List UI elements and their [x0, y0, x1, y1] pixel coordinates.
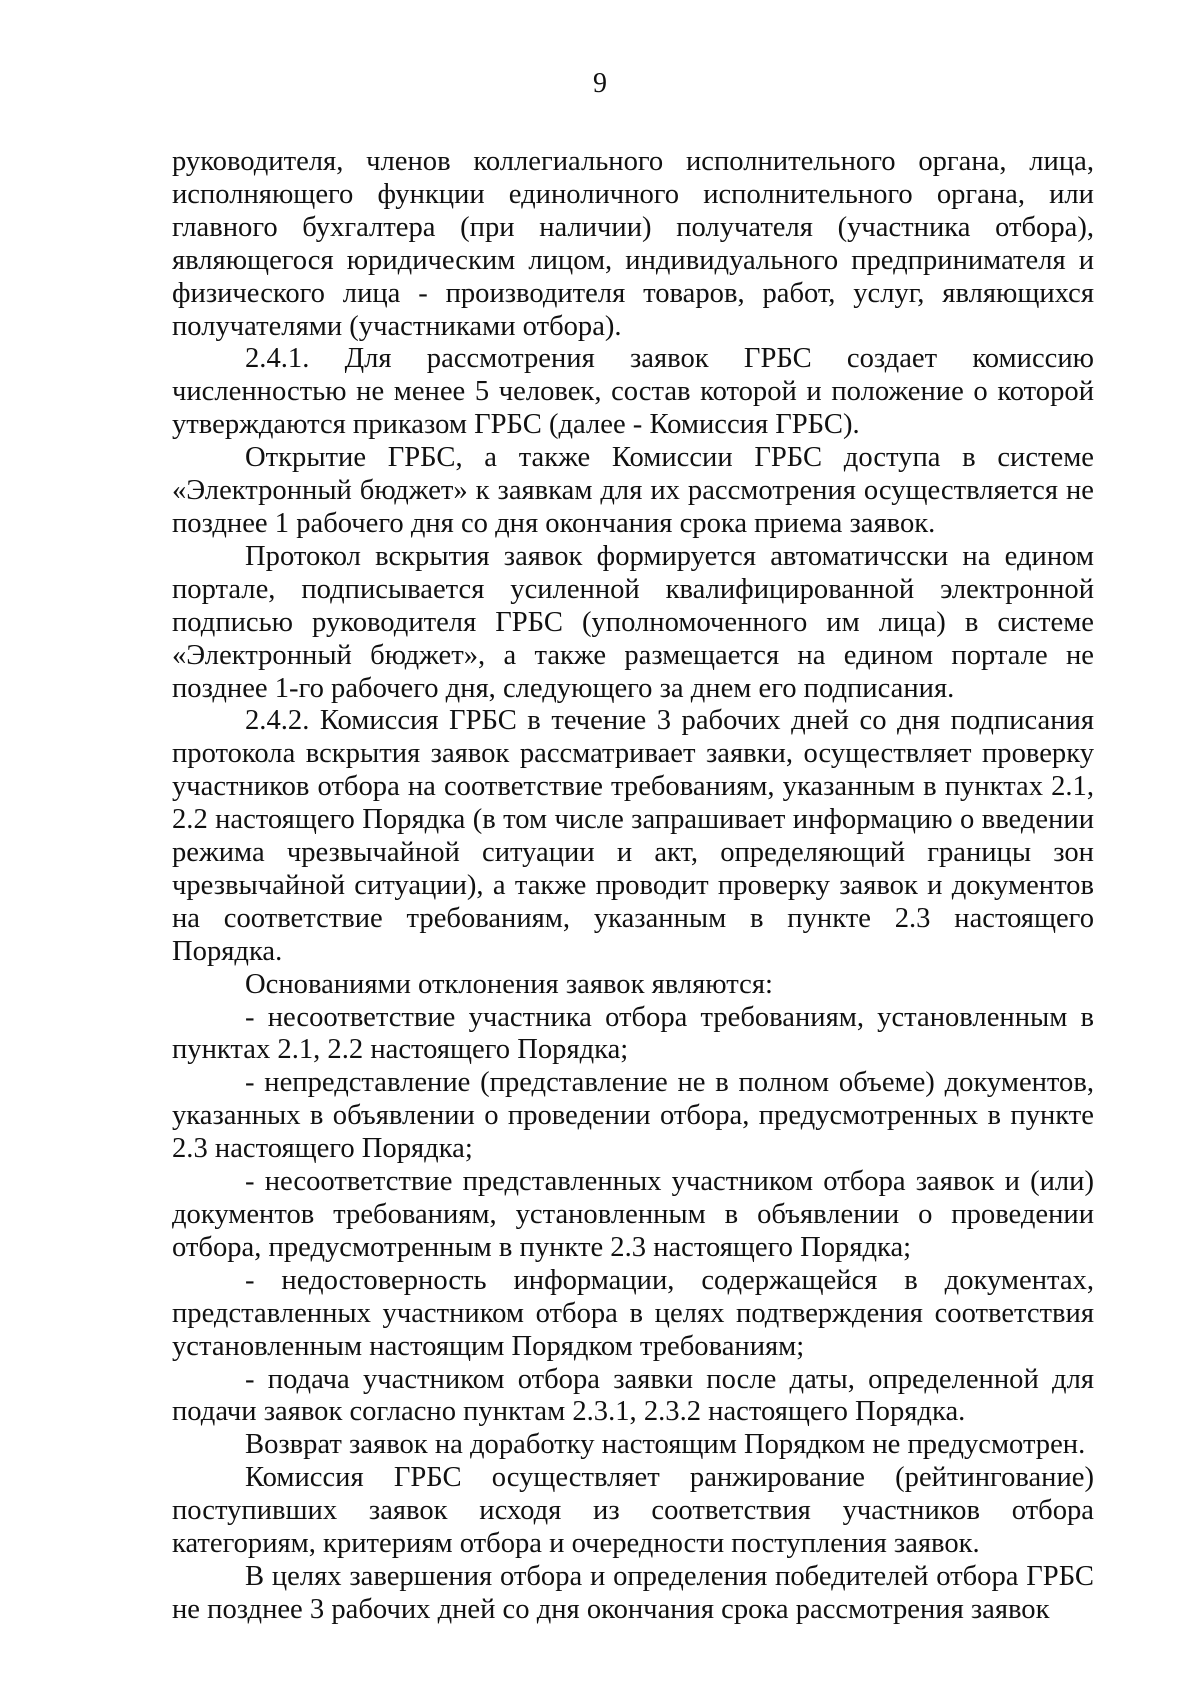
list-item-rejection-2: - непредставление (представление не в полном объеме) документов, указанных в объявлении о проведении отбора, предусмотренных в пункте 2.3 настоящего Порядка; [172, 1067, 1094, 1165]
paragraph-rejection-grounds: Основаниями отклонения заявок являются: [245, 968, 773, 1000]
list-item-rejection-3: - несоответствие представленных участником отбора заявок и (или) документов требованиям, установленным в объявлении о проведении отбора, предусмотренным в пункте 2.3 настоящего Порядка; [172, 1166, 1094, 1263]
paragraph-2-4-2: 2.4.2. Комиссия ГРБС в течение 3 рабочих дней со дня подписания протокола вскрытия заявок рассматривает заявки, осуществляет проверку участников отбора на соответствие требованиям, указанным в пунктах 2.1, 2.2 настоящего Порядка (в том числе запрашивает информацию о введении режима чрезвычайной ситуации и акт, определяющий границы зон чрезвычайной ситуации), а также проводит проверку заявок и документов на соответствие требованиям, указанным в пункте 2.3 настоящего Порядка. [172, 705, 1094, 967]
paragraph-no-return: Возврат заявок на доработку настоящим Порядком не предусмотрен. [245, 1429, 1086, 1461]
paragraph-2-4-1: 2.4.1. Для рассмотрения заявок ГРБС создает комиссию численностью не менее 5 человек, состав которой и положение о которой утверждаются приказом ГРБС (далее - Комиссия ГРБС). [172, 343, 1094, 441]
paragraph-ranking: Комиссия ГРБС осуществляет ранжирование (рейтингование) поступивших заявок исходя из соответствия участников отбора категориям, критериям отбора и очередности поступления заявок. [172, 1462, 1094, 1560]
paragraph-access-opening: Открытие ГРБС, а также Комиссии ГРБС доступа в системе «Электронный бюджет» к заявкам для их рассмотрения осуществляется не позднее 1 рабочего дня со дня окончания срока приема заявок. [172, 442, 1094, 539]
list-item-rejection-4: - недостоверность информации, содержащейся в документах, представленных участником отбора в целях подтверждения соответствия установленным настоящим Порядком требованиям; [172, 1264, 1094, 1362]
paragraph-continuation: руководителя, членов коллегиального исполнительного органа, лица, исполняющего функции единоличного исполнительного органа, или главного бухгалтера (при наличии) получателя (участника отбора), являющегося юридическим лицом, индивидуального предпринимателя и физического лица - производителя товаров, работ, услуг, являющихся получателями (участниками отбора). [172, 146, 1094, 342]
page-number: 9 [593, 68, 607, 99]
paragraph-opening-protocol: Протокол вскрытия заявок формируется автоматичсски на едином портале, подписывается усиленной квалифицированной электронной подписью руководителя ГРБС (уполномоченного им лица) в системе «Электронный бюджет», а также размещается на едином портале не позднее 1-го рабочего дня, следующего за днем его подписания. [172, 540, 1094, 704]
document-body [172, 146, 1094, 1627]
paragraph-completion: В целях завершения отбора и определения победителей отбора ГРБС не позднее 3 рабочих дней со дня окончания срока рассмотрения заявок [172, 1560, 1094, 1625]
list-item-rejection-1: - несоответствие участника отбора требованиям, установленным в пунктах 2.1, 2.2 настоящего Порядка; [172, 1001, 1094, 1066]
list-item-rejection-5: - подача участником отбора заявки после даты, определенной для подачи заявок согласно пунктам 2.3.1, 2.3.2 настоящего Порядка. [172, 1363, 1094, 1428]
